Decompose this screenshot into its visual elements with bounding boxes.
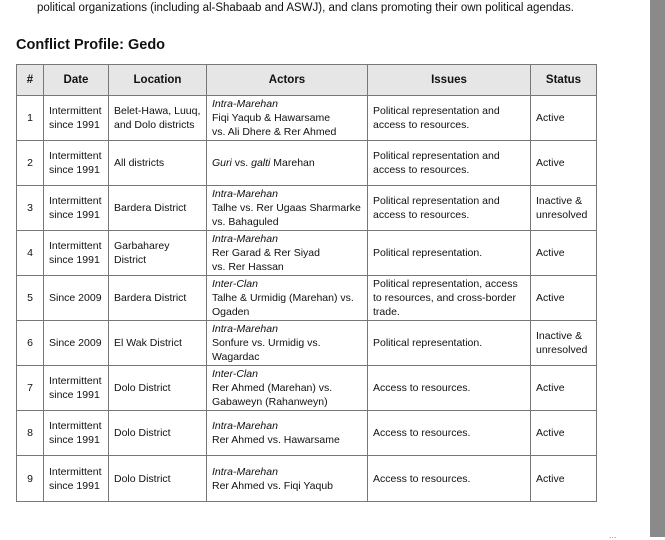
row-issues: Political representation.: [368, 231, 531, 276]
header-date: Date: [44, 65, 109, 96]
actor-line: vs. Ali Dhere & Rer Ahmed: [212, 126, 337, 138]
row-issues: Access to resources.: [368, 411, 531, 456]
actor-line: Rer Ahmed (Marehan) vs.: [212, 382, 333, 394]
actor-group-tag: Intra-Marehan: [212, 188, 278, 200]
row-status: Active: [531, 141, 597, 186]
actor-vs: vs.: [231, 157, 252, 169]
row-actors: [207, 411, 368, 456]
row-date: Intermittent since 1991: [44, 96, 109, 141]
header-number: #: [17, 65, 44, 96]
table-row: [17, 456, 597, 502]
row-actors: [207, 141, 368, 186]
actor-group-tag: Intra-Marehan: [212, 98, 278, 110]
table-row: [17, 366, 597, 411]
actor-line: Sonfure vs. Urmidig vs.: [212, 337, 321, 349]
row-number: 7: [17, 366, 44, 411]
row-issues: Political representation and access to resources.: [368, 96, 531, 141]
table-row: [17, 231, 597, 276]
row-status: Active: [531, 366, 597, 411]
actor-group-tag: Intra-Marehan: [212, 323, 278, 335]
actor-rest: Marehan: [270, 157, 315, 169]
row-status: Active: [531, 456, 597, 502]
row-issues: Political representation, access to resources, and cross-border trade.: [368, 276, 531, 321]
row-actors: [207, 276, 368, 321]
row-issues: Political representation and access to resources.: [368, 186, 531, 231]
actor-line: Talhe & Urmidig (Marehan) vs.: [212, 292, 354, 304]
row-number: 8: [17, 411, 44, 456]
row-status: Inactive & unresolved: [531, 186, 597, 231]
header-status: Status: [531, 65, 597, 96]
row-actors: [207, 321, 368, 366]
row-location: Bardera District: [109, 276, 207, 321]
header-actors: Actors: [207, 65, 368, 96]
row-actors: [207, 186, 368, 231]
table-row: [17, 186, 597, 231]
actor-line: Ogaden: [212, 306, 250, 318]
row-status: Active: [531, 231, 597, 276]
row-issues: Access to resources.: [368, 366, 531, 411]
actor-group-tag: Inter-Clan: [212, 368, 258, 380]
row-number: 9: [17, 456, 44, 502]
row-status: Active: [531, 96, 597, 141]
actor-line: Rer Ahmed vs. Fiqi Yaqub: [212, 479, 334, 492]
row-actors: [207, 366, 368, 411]
row-location: Garbaharey District: [109, 231, 207, 276]
row-location: Dolo District: [109, 456, 207, 502]
row-actors: [207, 96, 368, 141]
row-status: Active: [531, 411, 597, 456]
row-location: All districts: [109, 141, 207, 186]
table-row: [17, 276, 597, 321]
row-date: Since 2009: [44, 321, 109, 366]
row-number: 4: [17, 231, 44, 276]
actor-guri: Guri: [212, 157, 232, 169]
row-number: 5: [17, 276, 44, 321]
row-number: 3: [17, 186, 44, 231]
row-date: Intermittent since 1991: [44, 411, 109, 456]
row-number: 2: [17, 141, 44, 186]
row-status: Inactive & unresolved: [531, 321, 597, 366]
row-date: Intermittent since 1991: [44, 141, 109, 186]
table-row: [17, 411, 597, 456]
row-date: Intermittent since 1991: [44, 231, 109, 276]
table-row: [17, 141, 597, 186]
row-date: Intermittent since 1991: [44, 456, 109, 502]
actor-galti: galti: [251, 157, 271, 169]
row-date: Since 2009: [44, 276, 109, 321]
section-title: Conflict Profile: Gedo: [16, 37, 166, 53]
actor-line: vs. Bahaguled: [212, 216, 279, 228]
row-location: Bardera District: [109, 186, 207, 231]
row-issues: Political representation.: [368, 321, 531, 366]
header-issues: Issues: [368, 65, 531, 96]
intro-paragraph: political organizations (including al-Shabaab and ASWJ), and clans promoting their own political agendas.: [37, 2, 574, 14]
header-location: Location: [109, 65, 207, 96]
table-header-row: [17, 65, 597, 96]
actor-line: Gabaweyn (Rahanweyn): [212, 396, 328, 408]
actor-group-tag: Intra-Marehan: [212, 420, 278, 432]
conflict-profile-table: [16, 64, 597, 502]
actor-line: Rer Garad & Rer Siyad: [212, 247, 320, 259]
row-actors: [207, 456, 368, 502]
row-location: El Wak District: [109, 321, 207, 366]
row-location: Belet-Hawa, Luuq, and Dolo districts: [109, 96, 207, 141]
row-location: Dolo District: [109, 411, 207, 456]
row-number: 6: [17, 321, 44, 366]
row-issues: Political representation and access to resources.: [368, 141, 531, 186]
row-number: 1: [17, 96, 44, 141]
actor-line: vs. Rer Hassan: [212, 261, 284, 273]
row-issues: Access to resources.: [368, 456, 531, 502]
actor-line: Rer Ahmed vs. Hawarsame: [212, 434, 340, 446]
actor-line: Fiqi Yaqub & Hawarsame: [212, 112, 331, 124]
row-date: Intermittent since 1991: [44, 186, 109, 231]
row-actors: [207, 231, 368, 276]
actor-line: Talhe vs. Rer Ugaas Sharmarke: [212, 202, 361, 214]
row-date: Intermittent since 1991: [44, 366, 109, 411]
actor-group-tag: Intra-Marehan: [212, 465, 278, 478]
page-footer-mark: ...: [609, 530, 617, 540]
page-edge-scrollbar[interactable]: [650, 0, 665, 537]
row-location: Dolo District: [109, 366, 207, 411]
row-status: Active: [531, 276, 597, 321]
actor-group-tag: Intra-Marehan: [212, 233, 278, 245]
actor-line: Wagardac: [212, 351, 260, 363]
table-row: [17, 321, 597, 366]
actor-group-tag: Inter-Clan: [212, 278, 258, 290]
table-row: [17, 96, 597, 141]
